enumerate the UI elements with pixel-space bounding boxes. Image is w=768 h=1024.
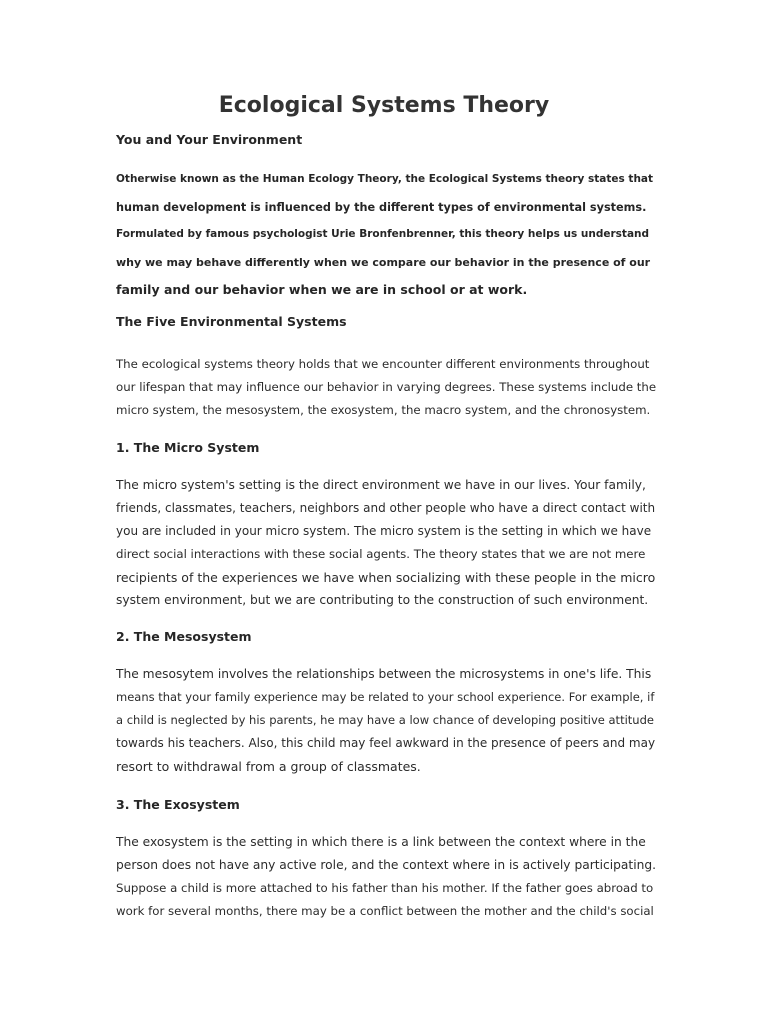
section-heading-micro-system: 1. The Micro System xyxy=(116,440,260,455)
paragraph-line: micro system, the mesosystem, the exosystem, the macro system, and the chronosystem. xyxy=(116,403,651,417)
paragraph-line: The ecological systems theory holds that we encounter different environments throughout xyxy=(116,357,650,371)
paragraph-line: towards his teachers. Also, this child may feel awkward in the presence of peers and may xyxy=(116,736,656,750)
paragraph-line: a child is neglected by his parents, he may have a low chance of developing positive attitude xyxy=(116,713,654,727)
intro-paragraph xyxy=(116,166,656,304)
intro-line: human development is influenced by the different types of environmental systems. xyxy=(116,200,647,214)
paragraph-line: system environment, but we are contributing to the construction of such environment. xyxy=(116,593,649,607)
paragraph-line: work for several months, there may be a conflict between the mother and the child's social xyxy=(116,904,654,918)
paragraph-line: person does not have any active role, and the context where in is actively participating. xyxy=(116,858,657,872)
document-title: Ecological Systems Theory xyxy=(218,93,550,118)
paragraph-line: recipients of the experiences we have when socializing with these people in the micro xyxy=(116,570,656,585)
paragraph-line: our lifespan that may influence our behavior in varying degrees. These systems include the xyxy=(116,380,657,394)
five-systems-paragraph xyxy=(116,353,656,422)
intro-line: why we may behave differently when we compare our behavior in the presence of our xyxy=(116,255,651,269)
paragraph-line: means that your family experience may be related to your school experience. For example, if xyxy=(116,690,655,704)
paragraph-line: The exosystem is the setting in which there is a link between the context where in the xyxy=(116,835,646,849)
section-heading-exosystem: 3. The Exosystem xyxy=(116,797,240,812)
mesosystem-paragraph xyxy=(116,663,656,778)
paragraph-line: you are included in your micro system. The micro system is the setting in which we have xyxy=(116,524,652,538)
document-subtitle: You and Your Environment xyxy=(116,132,303,147)
paragraph-line: resort to withdrawal from a group of classmates. xyxy=(116,759,421,774)
intro-line: Otherwise known as the Human Ecology Theory, the Ecological Systems theory states that xyxy=(116,173,654,185)
paragraph-line: direct social interactions with these social agents. The theory states that we are not mere xyxy=(116,547,646,561)
micro-system-paragraph xyxy=(116,474,656,612)
exosystem-paragraph xyxy=(116,831,656,923)
paragraph-line: The micro system's setting is the direct environment we have in our lives. Your family, xyxy=(116,478,646,492)
intro-line: family and our behavior when we are in school or at work. xyxy=(116,282,528,297)
paragraph-line: friends, classmates, teachers, neighbors and other people who have a direct contact with xyxy=(116,501,656,515)
paragraph-line: Suppose a child is more attached to his father than his mother. If the father goes abroad to xyxy=(116,881,654,895)
paragraph-line: The mesosytem involves the relationships between the microsystems in one's life. This xyxy=(116,667,652,681)
intro-line: Formulated by famous psychologist Urie Bronfenbrenner, this theory helps us understand xyxy=(116,228,650,240)
section-heading-five-systems: The Five Environmental Systems xyxy=(116,314,347,329)
section-heading-mesosystem: 2. The Mesosystem xyxy=(116,629,252,644)
